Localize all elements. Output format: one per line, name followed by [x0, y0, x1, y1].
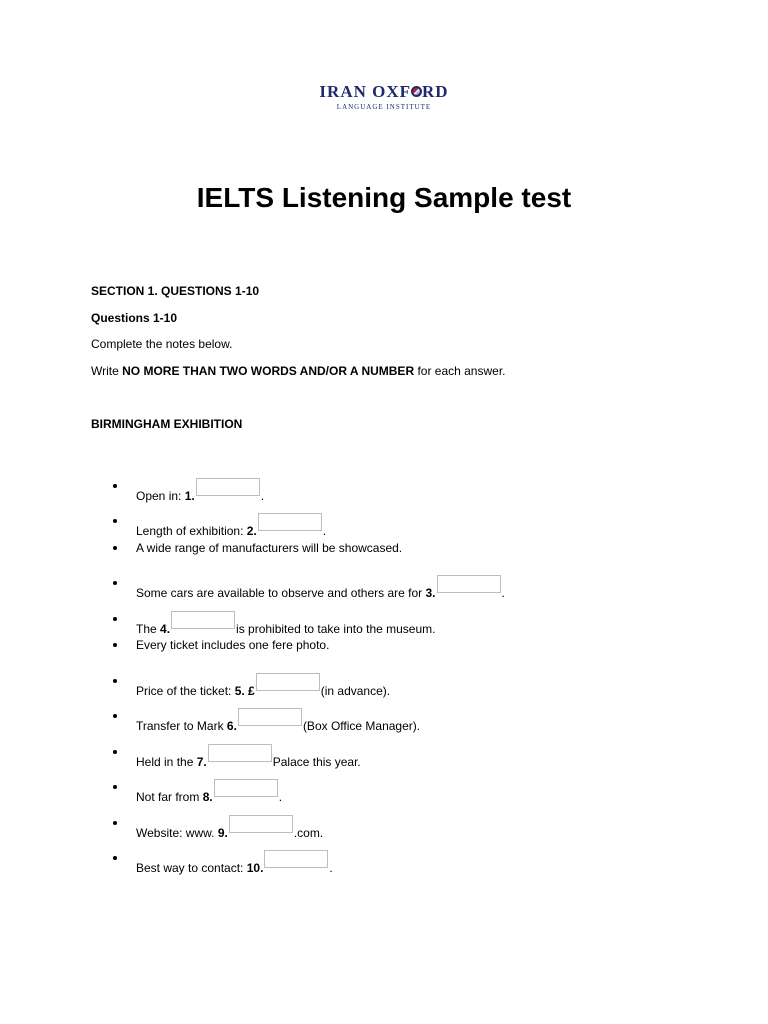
question-number: 4. [160, 622, 171, 636]
note-text: Website: www. [136, 826, 218, 840]
section-heading: SECTION 1. QUESTIONS 1-10 [91, 284, 260, 298]
note-text: Some cars are available to observe and others are for [136, 586, 426, 600]
page-title: IELTS Listening Sample test [196, 182, 572, 213]
exhibition-heading: BIRMINGHAM EXHIBITION [91, 417, 243, 431]
note-text: Held in the [136, 755, 197, 769]
bullet-icon [113, 856, 117, 860]
bullet-icon [113, 581, 117, 585]
question-number: 1. [184, 489, 195, 503]
note-text-after: is prohibited to take into the museum. [236, 622, 436, 636]
question-number: 8. [202, 790, 213, 804]
instruction-prefix: Write [91, 364, 123, 378]
bullet-icon [113, 750, 117, 754]
answer-field-8[interactable] [214, 779, 278, 797]
answer-field-3[interactable] [437, 575, 501, 593]
instruction-complete: Complete the notes below. [91, 337, 233, 351]
note-text-after: (in advance). [320, 684, 391, 698]
question-number: 10. [246, 861, 264, 875]
instruction-suffix: for each answer. [414, 364, 506, 378]
question-number: 9. [217, 826, 228, 840]
note-text: Length of exhibition: [136, 524, 247, 538]
instruction-word-limit [91, 363, 506, 379]
bullet-icon [113, 519, 117, 523]
question-number: 6. [226, 719, 237, 733]
instruction-bold: NO MORE THAN TWO WORDS AND/OR A NUMBER [122, 364, 415, 378]
bullet-icon [113, 714, 117, 718]
answer-field-2[interactable] [258, 513, 322, 531]
questions-heading: Questions 1-10 [91, 311, 178, 325]
logo-subtitle: LANGUAGE INSTITUTE [336, 103, 432, 111]
bullet-icon [113, 643, 117, 647]
question-number: 5. £ [234, 684, 255, 698]
note-text-after: . [329, 861, 333, 875]
question-number: 2. [246, 524, 257, 538]
question-number: 7. [196, 755, 207, 769]
bullet-icon [113, 484, 117, 488]
logo-wordmark [319, 82, 448, 102]
bullet-icon [113, 679, 117, 683]
logo-text-part1: IRAN OXF [319, 82, 412, 101]
note-text-after: . [322, 524, 327, 538]
note-text-after: . [260, 489, 265, 503]
bullet-icon [113, 617, 117, 621]
logo-text-part2: RD [422, 82, 449, 101]
note-text: Best way to contact: [136, 861, 247, 875]
answer-field-6[interactable] [238, 708, 302, 726]
bullet-icon [113, 821, 117, 825]
note-text-after: Palace this year. [272, 755, 361, 769]
note-text: Open in: [136, 489, 185, 503]
note-text: A wide range of manufacturers will be showcased. [136, 541, 403, 555]
note-text-after: .com. [293, 826, 324, 840]
bullet-icon [113, 785, 117, 789]
note-text-after: (Box Office Manager). [302, 719, 421, 733]
note-text: Transfer to Mark [136, 719, 227, 733]
note-text: The [136, 622, 161, 636]
answer-field-1[interactable] [196, 478, 260, 496]
answer-field-10[interactable] [264, 850, 328, 868]
answer-field-4[interactable] [171, 611, 235, 629]
question-number: 3. [425, 586, 436, 600]
bullet-icon [113, 546, 117, 550]
note-text: Not far from [136, 790, 203, 804]
note-text-after: . [501, 586, 505, 600]
note-text: Price of the ticket: [136, 684, 235, 698]
note-text: Every ticket includes one fere photo. [136, 638, 330, 652]
globe-icon [411, 86, 422, 97]
answer-field-9[interactable] [229, 815, 293, 833]
institute-logo [0, 82, 768, 111]
answer-field-7[interactable] [208, 744, 272, 762]
note-text-after: . [278, 790, 283, 804]
answer-field-5[interactable] [256, 673, 320, 691]
